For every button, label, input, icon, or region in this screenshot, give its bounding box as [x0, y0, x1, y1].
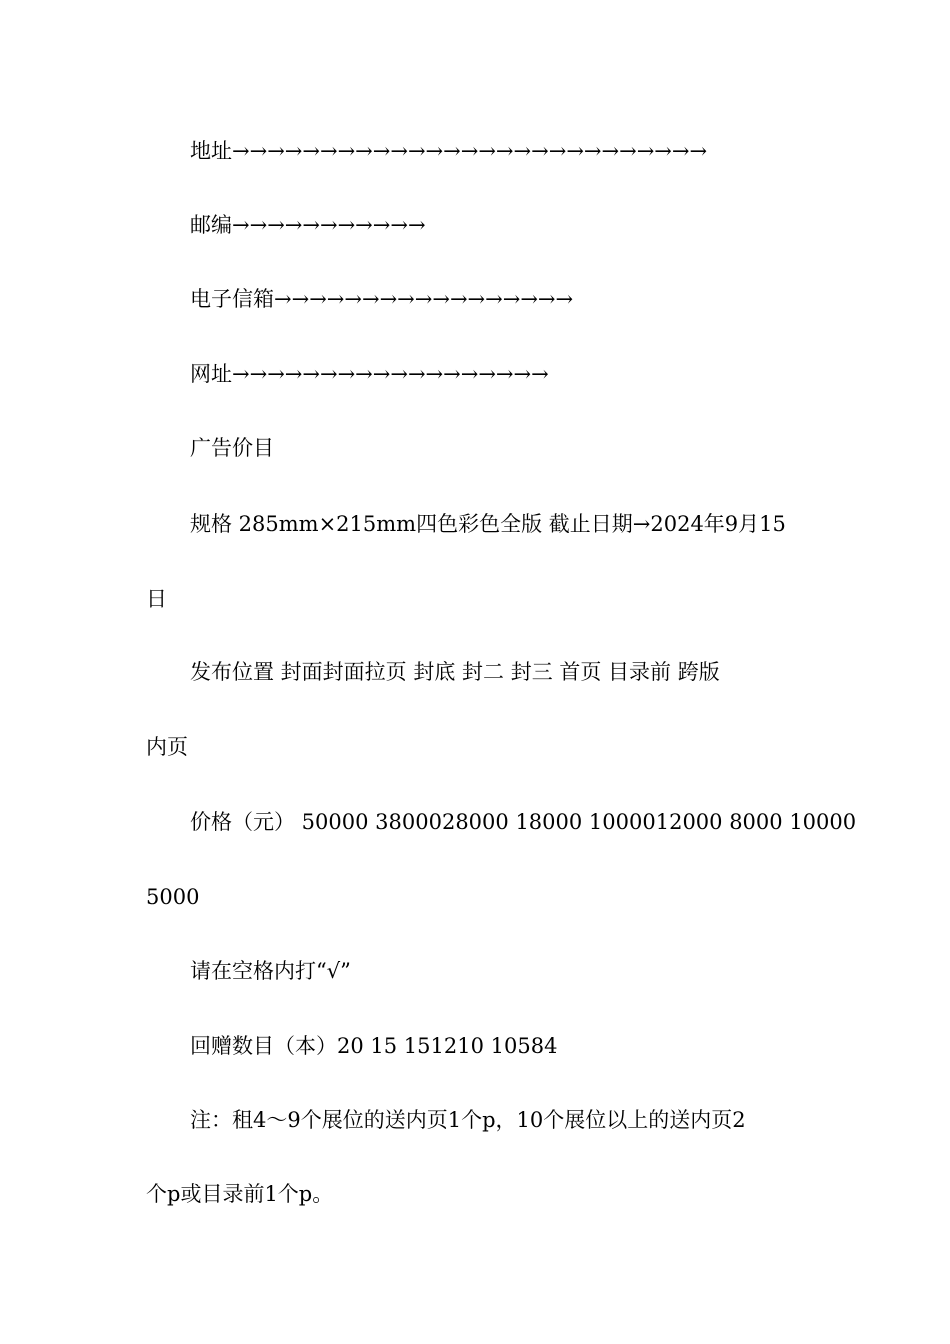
check-instruction: 请在空格内打“√” — [190, 959, 351, 983]
address-line: 地址→→→→→→→→→→→→→→→→→→→→→→→→→→→ — [190, 139, 708, 163]
note-line: 注：租4～9个展位的送内页1个p，10个展位以上的送内页2 — [190, 1108, 746, 1132]
position-line: 发布位置 封面封面拉页 封底 封二 封三 首页 目录前 跨版 — [190, 660, 720, 684]
section-title: 广告价目 — [190, 436, 274, 460]
email-line: 电子信箱→→→→→→→→→→→→→→→→→ — [190, 287, 574, 311]
price-line-continuation: 5000 — [146, 885, 200, 909]
spec-line-continuation: 日 — [146, 587, 167, 611]
gift-line: 回赠数目（本）20 15 151210 10584 — [190, 1034, 558, 1058]
note-line-continuation: 个p或目录前1个p。 — [146, 1182, 334, 1206]
position-line-continuation: 内页 — [146, 735, 188, 759]
website-line: 网址→→→→→→→→→→→→→→→→→→ — [190, 362, 549, 386]
postcode-line: 邮编→→→→→→→→→→→ — [190, 213, 426, 237]
price-line: 价格（元） 50000 3800028000 18000 1000012000 8000 10000 — [190, 810, 857, 834]
spec-line: 规格 285mm×215mm四色彩色全版 截止日期→2024年9月15 — [190, 512, 786, 536]
